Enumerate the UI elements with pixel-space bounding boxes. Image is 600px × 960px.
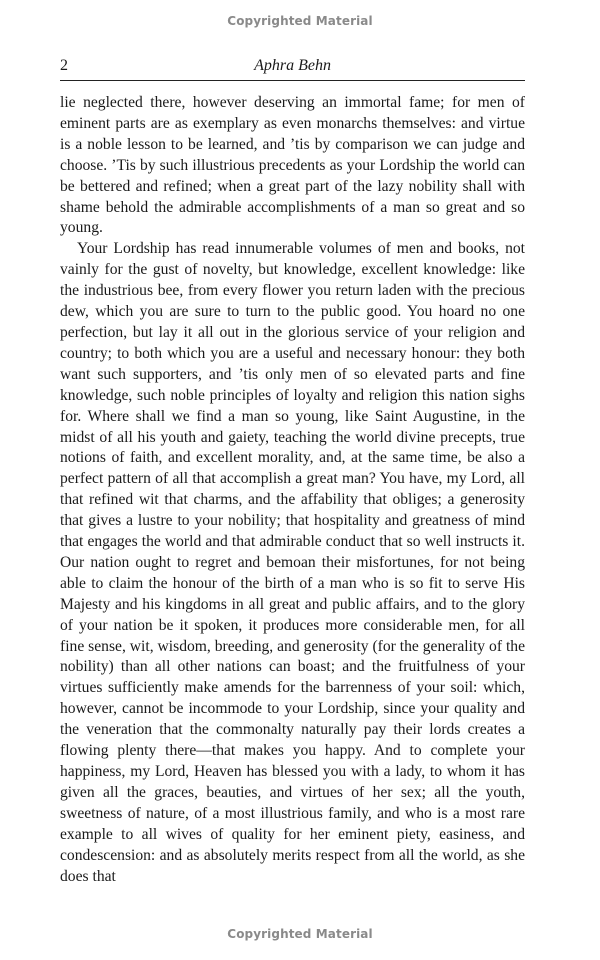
paragraph: Your Lordship has read innumerable volumes of men and books, not vainly for the gust of novelty, but knowledge, excellent knowledge: like the industrious bee, from every flower you return laden with the precious dew, which you are sure to turn to the public good. You hoard no one perfection, but lay it all out in the glorious service of your religion and country; to both which you are a useful and necessary honour: they both want such supporters, and ’tis only men of so elevated parts and fine knowledge, such noble principles of loyalty and religion this nation sighs for. Where shall we find a man so young, like Saint Augustine, in the midst of all his youth and gaiety, teaching the world divine precepts, true notions of faith, and excellent morality, and, at the same time, be also a perfect pattern of all that accomplish a great man? You have, my Lord, all that refined wit that charms, and the affability that obliges; a generosity that gives a lustre to your nobility; that hospitality and greatness of mind that engages the world and that admirable conduct that so well instructs it. Our nation ought to regret and bemoan their misfortunes, for not being able to claim the honour of the birth of a man who is so fit to serve His Majesty and his kingdoms in all great and public affairs, and to the glory of your nation be it spoken, it produces more considerable men, for all fine sense, wit, wisdom, breeding, and generosity (for the generality of the nobility) than all other nations can boast; and the fruitfulness of your virtues sufficiently make amends for the barrenness of your soil: which, however, cannot be incommode to your Lordship, since your quality and the veneration that the commonalty naturally pay their lords creates a flowing plenty there—that makes you happy. And to complete your happiness, my Lord, Heaven has blessed you with a lady, to whom it has given all the graces, beauties, and virtues of her sex; all the youth, sweetness of nature, of a most illustrious family, and who is a most rare example to all wives of quality for her eminent piety, easiness, and condescension: and as absolutely merits respect from all the world, as she does that (60, 240, 525, 885)
copyright-watermark-bottom: Copyrighted Material (227, 927, 373, 941)
running-header (60, 55, 525, 81)
body-text (60, 93, 525, 887)
running-title: Aphra Behn (254, 57, 331, 74)
paragraph-continued: lie neglected there, however deserving an immortal fame; for men of eminent parts are as exemplary as even monarchs themselves: and virtue is a noble lesson to be learned, and ’tis by comparison we can judge and choose. ’Tis by such illustrious precedents as your Lordship the world can be bettered and refined; when a great part of the lazy nobility shall with shame behold the admirable accomplishments of a man so great and so young. (60, 94, 525, 237)
page-number: 2 (60, 57, 68, 74)
copyright-watermark-top: Copyrighted Material (227, 14, 373, 28)
